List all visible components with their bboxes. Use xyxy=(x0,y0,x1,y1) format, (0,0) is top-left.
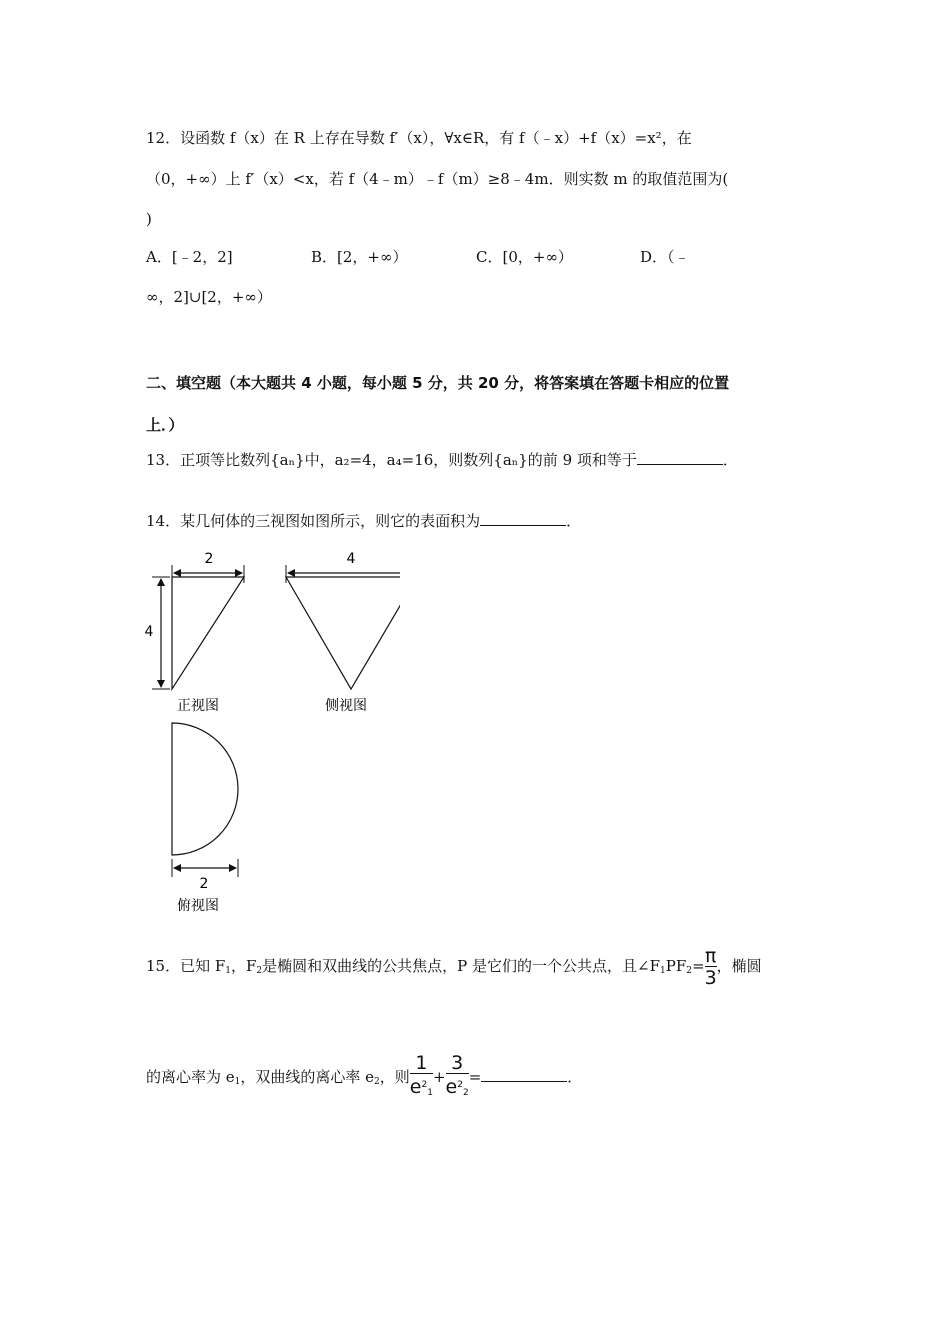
q12-line3: ) xyxy=(146,210,152,228)
q15-equals: = xyxy=(468,1068,482,1086)
q15-text-g: ，则 xyxy=(379,1068,410,1086)
q15-plus: + xyxy=(432,1068,446,1086)
front-height-label: 4 xyxy=(144,624,154,640)
q15-frac1-numerator: 1 xyxy=(415,1051,428,1074)
q14-answer-blank[interactable] xyxy=(480,511,566,526)
section-heading-line2: 上．） xyxy=(146,416,184,434)
front-view xyxy=(145,551,244,714)
q15-f2-sub: 2 xyxy=(256,966,263,976)
q12-option-d-cont: ∞，2]∪[2，+∞） xyxy=(146,288,272,306)
q15-text-f: ，双曲线的离心率 e xyxy=(240,1068,375,1086)
q15-answer-blank[interactable] xyxy=(481,1067,567,1082)
q13 xyxy=(146,450,738,470)
q15-frac2-sub: 2 xyxy=(462,1087,469,1098)
q15-frac1-e: e xyxy=(409,1075,422,1098)
q13-answer-blank[interactable] xyxy=(637,450,723,465)
q14 xyxy=(146,511,581,531)
front-width-label: 2 xyxy=(204,551,214,567)
q15-line1 xyxy=(146,944,762,993)
q15-frac2-numerator: 3 xyxy=(451,1051,464,1074)
front-view-triangle xyxy=(172,577,244,689)
side-view-label: 侧视图 xyxy=(325,698,367,714)
q15-frac1-sub: 1 xyxy=(427,1087,433,1098)
top-view-semicircle xyxy=(172,723,238,855)
q15-text-a: 15．已知 F xyxy=(146,957,226,975)
q12-option-c: C．[0，+∞） xyxy=(476,248,573,266)
q15-e2-sub: 2 xyxy=(374,1077,380,1087)
q15-f1-sub: 1 xyxy=(225,966,231,976)
q15-angle-sub1: 1 xyxy=(660,966,666,976)
q15-text-d: ，椭圆 xyxy=(716,957,762,975)
side-view-triangle xyxy=(286,577,400,689)
q12-option-a: A．[﹣2，2] xyxy=(146,248,233,266)
top-width-label: 2 xyxy=(199,876,209,892)
front-view-label: 正视图 xyxy=(177,698,219,714)
q12-option-b: B．[2，+∞） xyxy=(311,248,408,266)
q15-text-c: 是椭圆和双曲线的公共焦点，P 是它们的一个公共点，且∠F xyxy=(262,957,660,975)
q15-frac1-denominator xyxy=(410,1074,433,1104)
q15-e1-sub: 1 xyxy=(234,1077,241,1087)
q15-text-b: ，F xyxy=(231,957,257,975)
side-view xyxy=(286,551,400,714)
q15-line2 xyxy=(146,1052,582,1107)
q12-option-d: D．（﹣ xyxy=(640,248,690,266)
three-view-figure xyxy=(140,545,400,915)
side-width-label: 4 xyxy=(346,551,356,567)
top-view-label: 俯视图 xyxy=(177,898,219,914)
q14-period: ． xyxy=(566,512,582,530)
top-view xyxy=(172,723,238,914)
section-heading-line1: 二、填空题（本大题共 4 小题，每小题 5 分，共 20 分，将答案填在答题卡相应的位置 xyxy=(146,374,730,392)
q12-line2: （0，+∞）上 f′（x）<x，若 f（4﹣m）﹣f（m）≥8﹣4m．则实数 m 的取值范围为( xyxy=(146,170,729,188)
q15-period: ． xyxy=(567,1068,583,1086)
q12-line1: 12．设函数 f（x）在 R 上存在导数 f′（x），∀x∈R，有 f（﹣x）+f（x）=x²，在 xyxy=(146,129,692,147)
q15-frac2-sup: 2 xyxy=(457,1079,463,1090)
q15-frac2-e: e xyxy=(445,1075,458,1098)
q15-eq: = xyxy=(691,957,705,975)
q15-frac1-sup: 2 xyxy=(421,1079,428,1090)
q15-frac2-denominator xyxy=(446,1074,469,1104)
q15-text-e: 的离心率为 e xyxy=(146,1068,235,1086)
q13-text: 13．正项等比数列{aₙ}中，a₂=4，a₄=16，则数列{aₙ}的前 9 项和等于 xyxy=(146,451,637,469)
q15-pi-fraction xyxy=(705,946,717,989)
q15-fraction-2 xyxy=(446,1053,469,1104)
q13-period: ． xyxy=(722,451,738,469)
q15-pi-denominator: 3 xyxy=(704,966,717,989)
q15-angle-sub2: 2 xyxy=(686,966,692,976)
q15-angle-pf: PF xyxy=(665,957,687,975)
q15-pi-numerator: π xyxy=(704,944,717,967)
q14-text: 14．某几何体的三视图如图所示，则它的表面积为 xyxy=(146,512,481,530)
q15-fraction-1 xyxy=(410,1053,433,1104)
